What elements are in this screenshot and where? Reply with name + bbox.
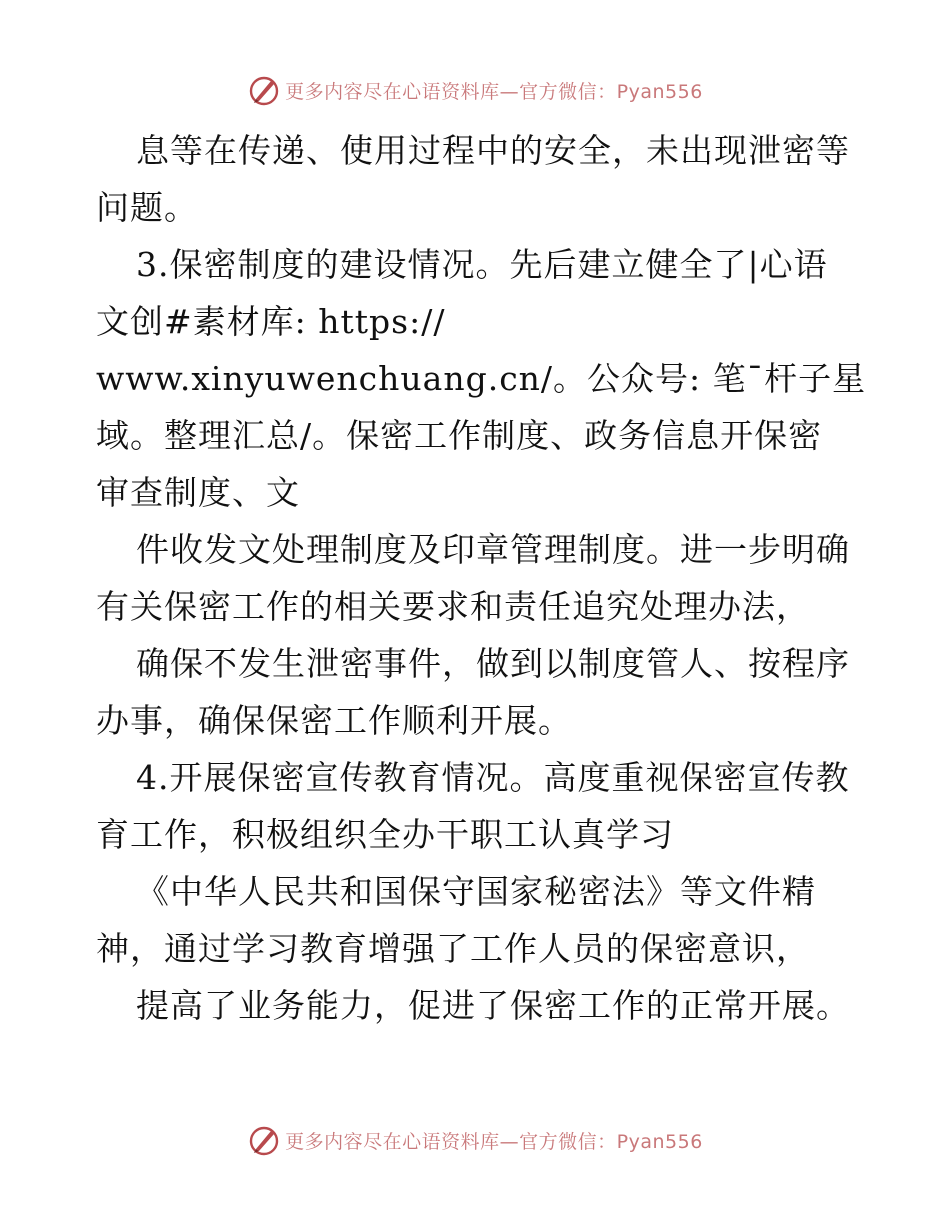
pen-logo-icon [247, 73, 281, 107]
text-line: 审查制度、文 [96, 473, 300, 512]
header-watermark-text: 更多内容尽在心语资料库—官方微信：Pyan556 [285, 80, 703, 103]
text-line: 息等在传递、使用过程中的安全，未出现泄密等 [136, 131, 850, 170]
text-line: 文创#素材库: https:// [96, 302, 446, 341]
text-line: 件收发文处理制度及印章管理制度。进一步明确 [136, 530, 850, 569]
document-body [96, 122, 876, 1034]
text-line: 育工作，积极组织全办干职工认真学习 [96, 815, 674, 854]
text-line: www.xinyuwenchuang.cn/。公众号: 笔¯杆子星 [96, 359, 867, 398]
footer-watermark-text: 更多内容尽在心语资料库—官方微信：Pyan556 [285, 1130, 703, 1153]
footer-watermark-banner [0, 1120, 950, 1160]
header-watermark-banner [0, 70, 950, 110]
text-line: 提高了业务能力，促进了保密工作的正常开展。 [136, 986, 850, 1025]
text-line: 3.保密制度的建设情况。先后建立健全了|心语 [136, 245, 828, 284]
pen-logo-icon [247, 1123, 281, 1157]
text-line: 域。整理汇总/。保密工作制度、政务信息开保密 [96, 416, 823, 455]
text-line: 神，通过学习教育增强了工作人员的保密意识， [96, 929, 810, 968]
text-line: 4.开展保密宣传教育情况。高度重视保密宣传教 [136, 758, 850, 797]
text-line: 有关保密工作的相关要求和责任追究处理办法， [96, 587, 810, 626]
text-line: 办事，确保保密工作顺利开展。 [96, 701, 572, 740]
text-line: 《中华人民共和国保守国家秘密法》等文件精 [136, 872, 816, 911]
text-line: 问题。 [96, 188, 198, 227]
text-line: 确保不发生泄密事件，做到以制度管人、按程序 [136, 644, 850, 683]
